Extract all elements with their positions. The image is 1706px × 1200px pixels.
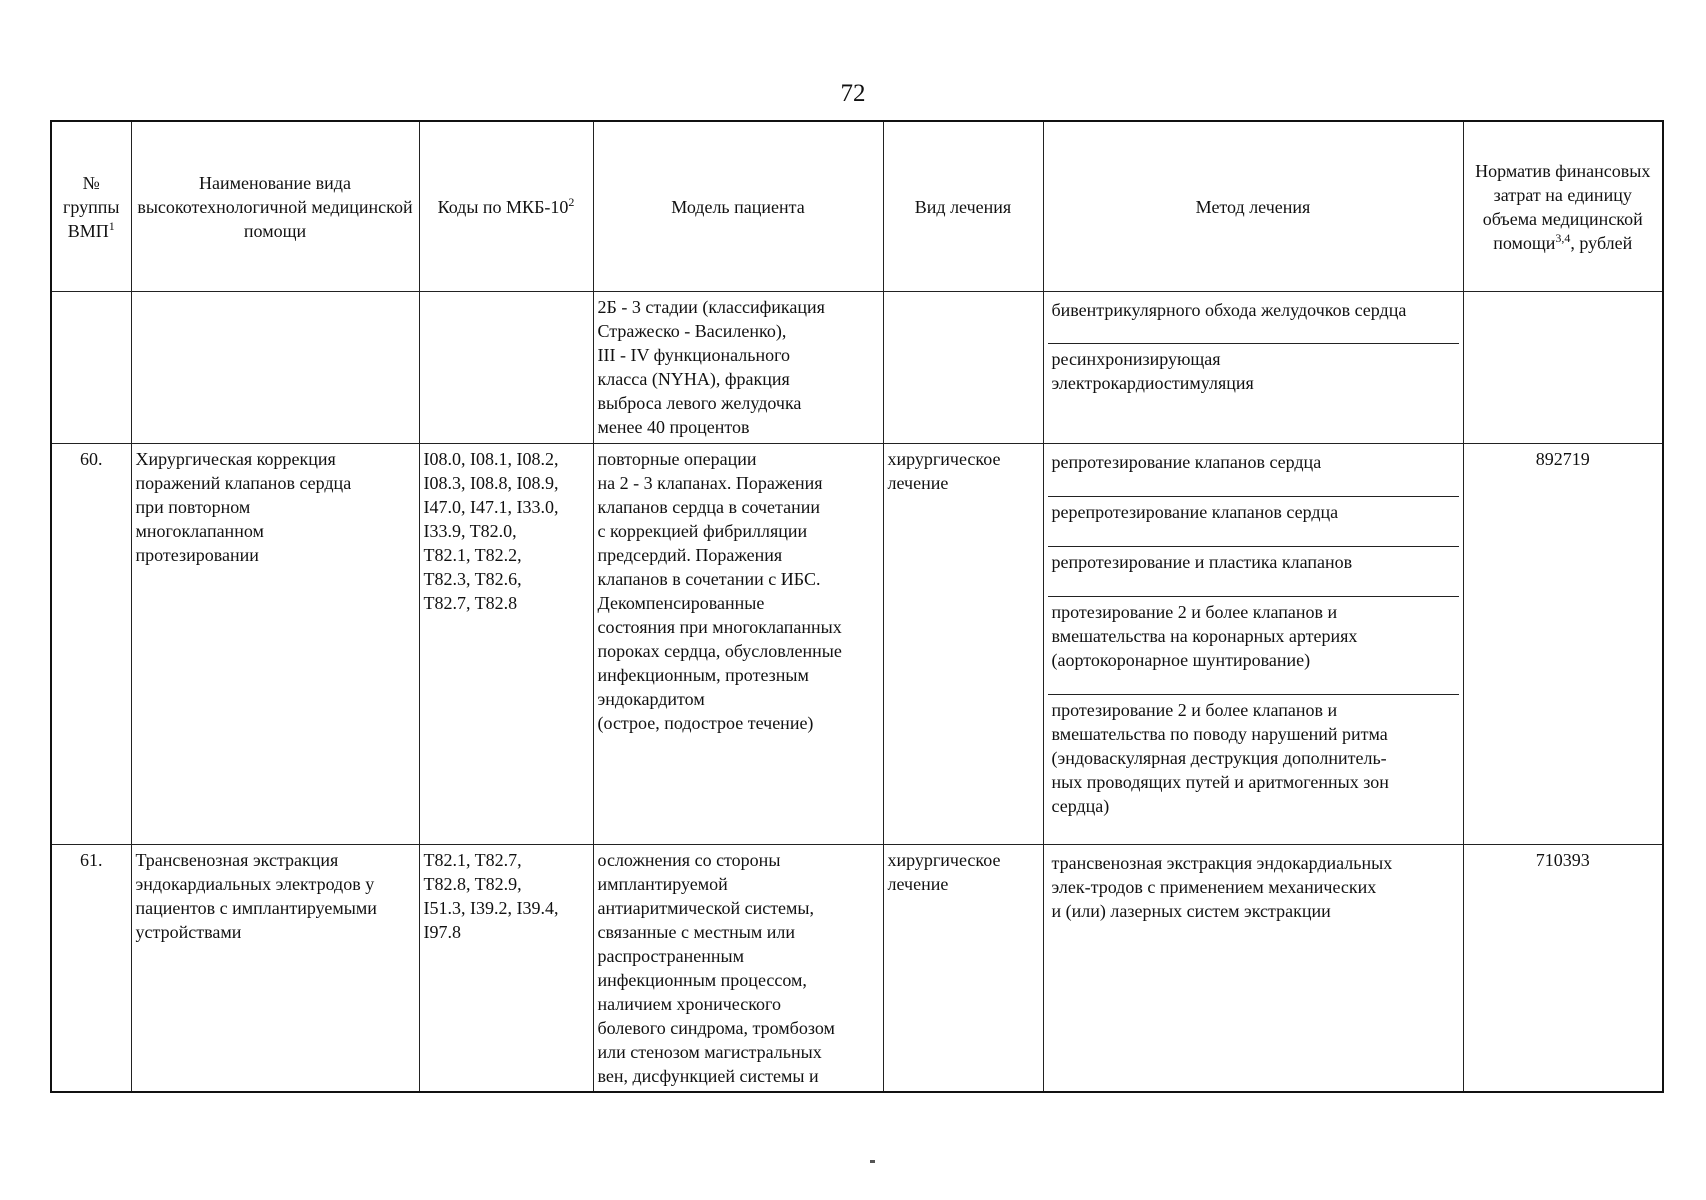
cell-norm [1463,292,1663,444]
table-row-continued [51,292,1663,444]
method-item: трансвенозная экстракция эндокардиальных элек-тродов с применением механических и (или) лазерных систем экстракции [1051,853,1393,921]
cell-methods [1043,444,1463,845]
method-item: протезирование 2 и более клапанов и вмешательства по поводу нарушений ритма (эндоваскулярная деструкция дополнитель- ных проводящих путей и аритмогенных зон сердца) [1051,700,1389,816]
cell-num: 60. [51,444,131,845]
cell-methods [1043,845,1463,1093]
table-row-61 [51,845,1663,1093]
cell-codes: T82.1, T82.7, T82.8, T82.9, I51.3, I39.2, I39.4, I97.8 [419,845,593,1093]
method-item: протезирование 2 и более клапанов и вмешательства на коронарных артериях (аортокоронарное шунтирование) [1048,597,1459,695]
cell-norm: 710393 [1463,845,1663,1093]
cell-name: Хирургическая коррекция поражений клапанов сердца при повторном многоклапанном протезировании [131,444,419,845]
cell-model: повторные операции на 2 - 3 клапанах. Поражения клапанов сердца в сочетании с коррекцией фибрилляции предсердий. Поражения клапанов в сочетании с ИБС. Декомпенсированные состояния при многоклапанных пороках сердца, обусловленные инфекционным, протезным эндокардитом (острое, подострое течение) [593,444,883,845]
cell-codes: I08.0, I08.1, I08.2, I08.3, I08.8, I08.9, I47.0, I47.1, I33.0, I33.9, T82.0, T82.1, T82.2, T82.3, T82.6, T82.7, T82.8 [419,444,593,845]
page-number: 72 [840,80,866,107]
cell-num: 61. [51,845,131,1093]
header-model: Модель пациента [593,121,883,292]
cell-name: Трансвенозная экстракция эндокардиальных электродов у пациентов с имплантируемыми устройствами [131,845,419,1093]
cell-model: осложнения со стороны имплантируемой антиаритмической системы, связанные с местным или распространенным инфекционным процессом, наличием хронического болевого синдрома, тромбозом или стенозом магистральных вен, дисфункцией системы и [593,845,883,1093]
table-header-row [51,121,1663,292]
cell-methods [1043,292,1463,444]
cell-num [51,292,131,444]
cell-name [131,292,419,444]
header-norm: Норматив финансовых затрат на единицу объема медицинской помощи$^{3,4}$, рублей [1463,121,1663,292]
method-item: ресинхронизирующая электрокардиостимуляция [1051,349,1254,393]
method-item: репротезирование и пластика клапанов [1048,547,1459,597]
cell-codes [419,292,593,444]
scan-mark [870,1160,875,1163]
header-name: Наименование вида высокотехнологичной медицинской помощи [131,121,419,292]
header-codes: Коды по МКБ-$10^2$ [419,121,593,292]
method-item: бивентрикулярного обхода желудочков сердца [1048,295,1459,344]
cell-treatment: хирургическое лечение [883,845,1043,1093]
method-item: репротезирование клапанов сердца [1048,447,1459,497]
header-group-no: № группы ВМП$^1$ [51,121,131,292]
header-treatment-type: Вид лечения [883,121,1043,292]
vmp-table [50,120,1664,1093]
table-row-60 [51,444,1663,845]
cell-norm: 892719 [1463,444,1663,845]
method-item: ререпротезирование клапанов сердца [1048,497,1459,547]
cell-treatment: хирургическое лечение [883,444,1043,845]
cell-treatment [883,292,1043,444]
header-method: Метод лечения [1043,121,1463,292]
cell-model: 2Б - 3 стадии (классификация Стражеско - Василенко), III - IV функционального класса (NYHA), фракция выброса левого желудочка менее 40 процентов [593,292,883,444]
